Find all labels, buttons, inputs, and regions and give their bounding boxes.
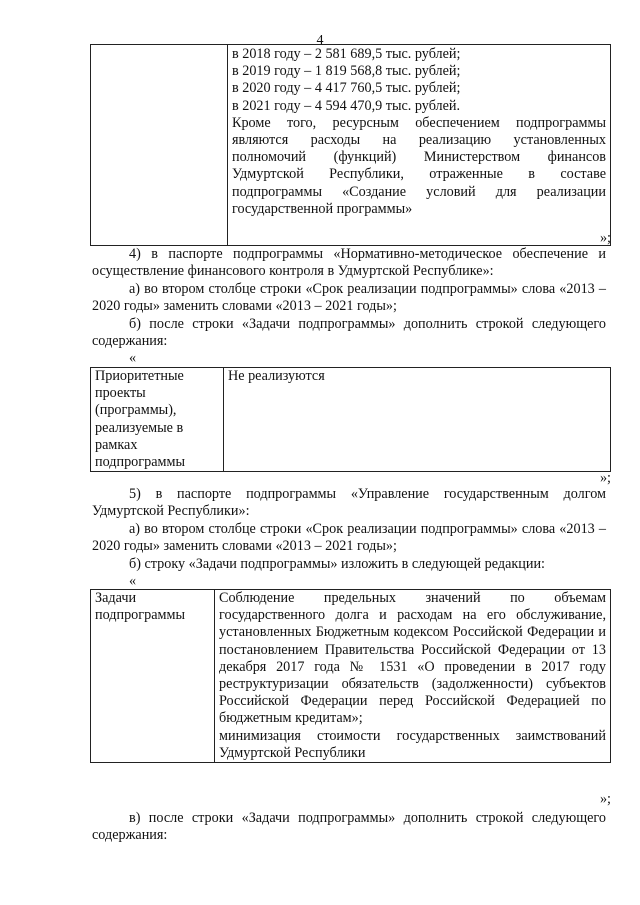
funding-2019: в 2019 году – 1 819 568,8 тыс. рублей;: [232, 63, 461, 80]
funding-2021: в 2021 году – 4 594 470,9 тыс. рублей.: [232, 97, 461, 114]
item-5-b: б) строку «Задачи подпрограммы» изложить в следующей редакции:: [129, 556, 545, 572]
table2-label-line-6: подпрограммы: [95, 454, 185, 471]
item-4-intro: 4) в паспорте подпрограммы «Нормативно-методическое обеспечение и осуществление финансового контроля в Удмуртской Республике»:: [92, 246, 606, 280]
table-priority-projects: [90, 367, 611, 472]
item-4-a: а) во втором столбце строки «Срок реализации подпрограммы» слова «2013 – 2020 годы» заменить словами «2013 – 2021 годы»;: [92, 281, 606, 315]
table-subprogram-tasks: [90, 589, 611, 763]
table2-value-cell: Не реализуются: [224, 368, 611, 472]
table-funding-continuation: [90, 44, 611, 246]
table3-label-cell: [91, 590, 215, 763]
table3-value-cell: [215, 590, 611, 763]
funding-extra-text: Кроме того, ресурсным обеспечением подпрограммы являются расходы на реализацию установленных полномочий (функций) Министерством финансов Удмуртской Республики, отраженные в составе подпрограммы «Создание условий для реализации государственной программы»: [232, 114, 606, 217]
table3-task-2: минимизация стоимости государственных заимствований Удмуртской Республики: [219, 727, 606, 761]
item-5-intro: 5) в паспорте подпрограммы «Управление государственным долгом Удмуртской Республики»:: [92, 486, 606, 520]
closing-quote-1: »;: [599, 230, 611, 246]
table2-label-cell: [91, 368, 224, 472]
funding-2018: в 2018 году – 2 581 689,5 тыс. рублей;: [232, 46, 461, 62]
table1-value-cell: [228, 45, 611, 246]
opening-quote-3: «: [129, 573, 137, 589]
closing-quote-2: »;: [599, 470, 611, 486]
table2-label-line-2: проекты: [95, 385, 146, 402]
table1-label-cell: [91, 45, 228, 246]
table3-task-1: Соблюдение предельных значений по объемам государственного долга и расходам на его обслуживание, установленных Бюджетным кодексом Российской Федерации и постановлением Правительства Российской Федерации от 13 декабря 2017 года № 1531 «О проведении в 2017 году реструктуризации обязательств (задолженности) субъектов Российской Федерации перед Российской Федерацией по бюджетным кредитам»;: [219, 590, 606, 727]
funding-2020: в 2020 году – 4 417 760,5 тыс. рублей;: [232, 80, 461, 97]
item-4-b: б) после строки «Задачи подпрограммы» дополнить строкой следующего содержания:: [92, 316, 606, 350]
table3-label-line-2: подпрограммы: [95, 607, 185, 624]
opening-quote-2: «: [129, 350, 137, 366]
table3-label-line-1: Задачи: [95, 590, 137, 606]
closing-quote-3: »;: [599, 791, 611, 807]
table2-label-line-5: рамках: [95, 436, 138, 453]
page-number: 4: [316, 33, 324, 48]
item-v: в) после строки «Задачи подпрограммы» дополнить строкой следующего содержания:: [92, 810, 606, 844]
table2-label-line-3: (программы),: [95, 402, 177, 419]
table2-label-line-1: Приоритетные: [95, 368, 184, 384]
table2-label-line-4: реализуемые в: [95, 419, 184, 436]
item-5-a: а) во втором столбце строки «Срок реализации подпрограммы» слова «2013 – 2020 годы» заменить словами «2013 – 2021 годы»;: [92, 521, 606, 555]
